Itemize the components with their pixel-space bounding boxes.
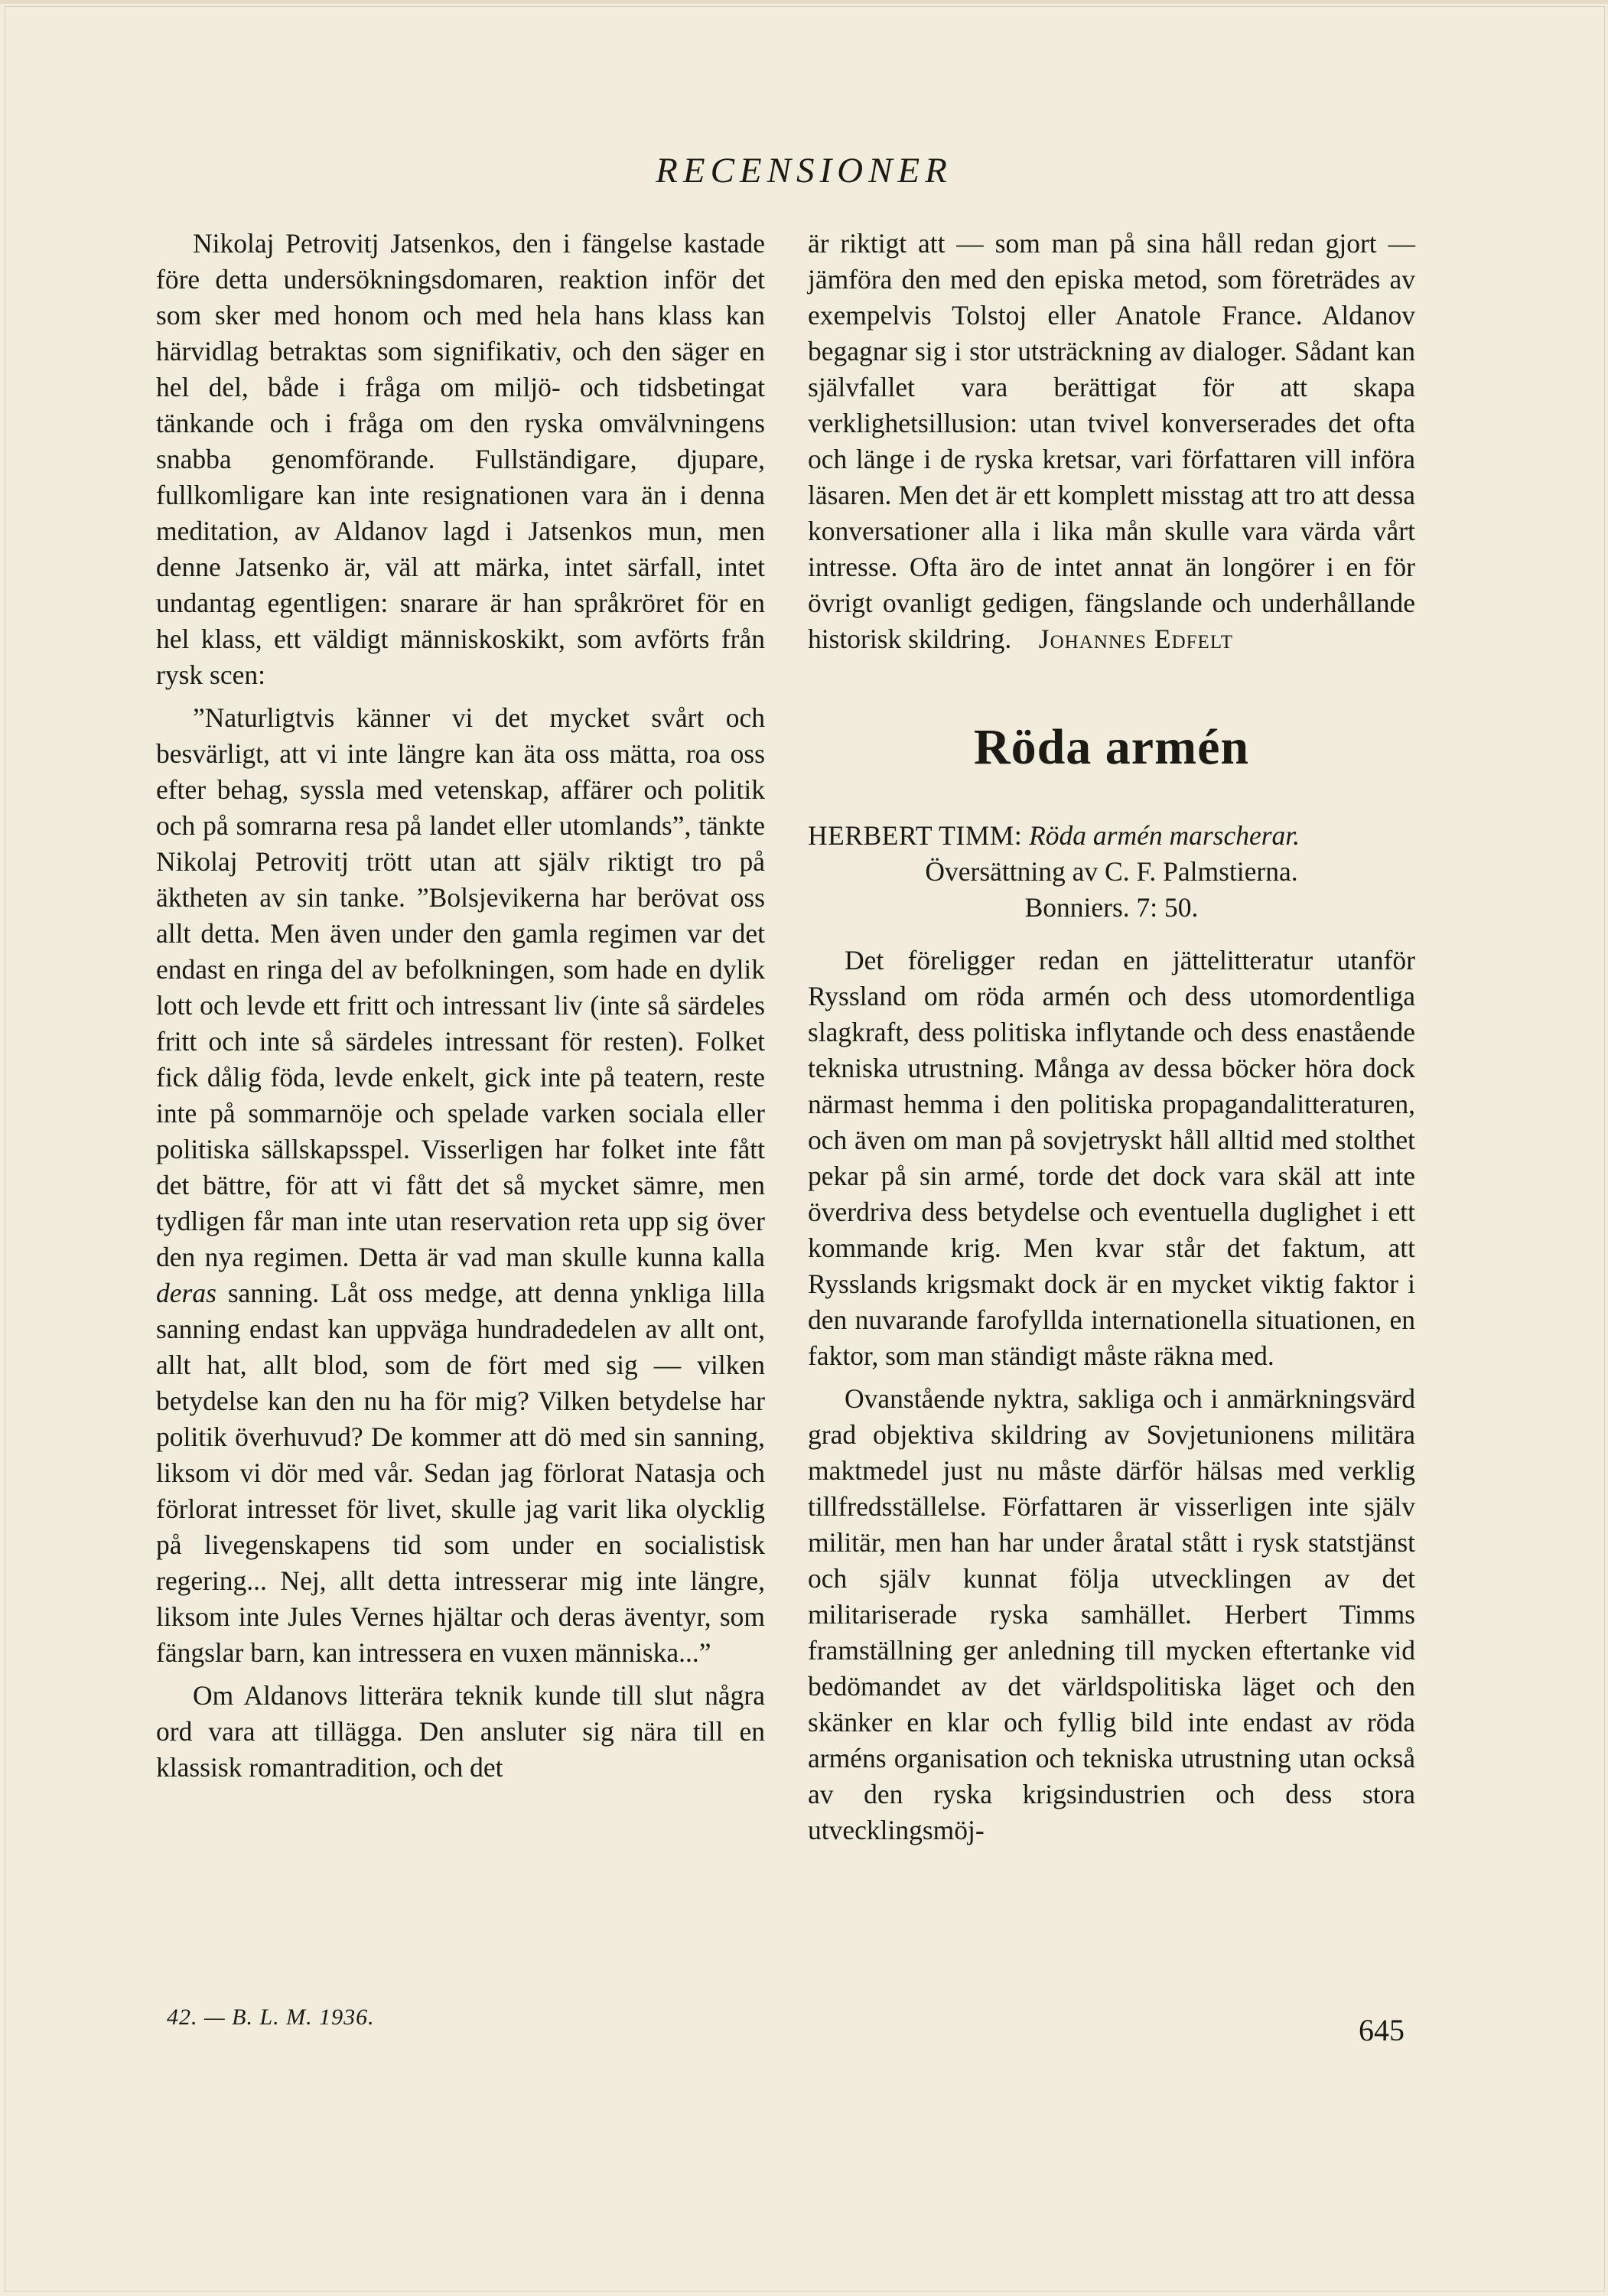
book-reference xyxy=(808,818,1415,926)
book-author: HERBERT TIMM: xyxy=(808,820,1023,851)
quote-emphasis: deras xyxy=(156,1278,216,1308)
left-paragraph-3: Om Aldanovs litterära teknik kunde till slut några ord vara att tillägga. Den ansluter sig nära till en klassisk romantradition, och det xyxy=(156,1680,765,1783)
book-translator: Översättning av C. F. Palmstierna. xyxy=(925,856,1298,887)
right-paragraph-1 xyxy=(808,226,1415,657)
page-number: 645 xyxy=(1359,2013,1405,2047)
book-publisher: Bonniers. 7: 50. xyxy=(1024,892,1199,923)
quote-part-2: sanning. Låt oss medge, att denna ynkliga lilla sanning endast kan uppväga hundradedelen av allt ont, allt hat, allt blod, som de fört med sig — vilken betydelse kan den nu ha för mig? Vilken betydelse har politik överhuvud? De kommer att dö med sin sanning, liksom vi dör med vår. Sedan jag förlorat Natasja och förlorat intresset för livet, skulle jag varit lika olycklig på livegenskapens tid som under en socialistisk regering... Nej, allt detta intresserar mig inte längre, liksom inte Jules Vernes hjältar och deras äventyr, som fängslar barn, kan intressera en vuxen människa...” xyxy=(156,1278,766,1668)
left-column xyxy=(156,226,765,1793)
page-top-edge xyxy=(0,0,1608,4)
left-paragraph-2-quote xyxy=(156,700,765,1671)
right-paragraph-1-text: är riktigt att — som man på sina håll redan gjort — jämföra den med den episka metod, som företrädes av exempelvis Tolstoj eller Anatole France. Aldanov begagnar sig i stor utsträckning av dialoger. Sådant kan självfallet vara berättigat för att skapa verklighetsillusion: utan tvivel konverserades det ofta och länge i de ryska kretsar, vari författaren vill införa läsaren. Men det är ett komplett misstag att tro att dessa konversationer alla i lika mån skulle vara värda vårt intresse. Ofta äro de intet annat än longörer i en för övrigt ovanligt gedigen, fängslande och underhållande historisk skildring. xyxy=(808,228,1415,654)
book-title: Röda armén marscherar. xyxy=(1029,820,1300,851)
right-paragraph-3: Ovanstående nyktra, sakliga och i anmärkningsvärd grad objektiva skildring av Sovjetunionens militära maktmedel just nu måste därför hälsas med verklig tillfredsställelse. Författaren är visserligen inte själv militär, men han har under åratal stått i rysk statstjänst och själv kunnat följa utvecklingen av det militariserade ryska samhället. Herbert Timms framställning ger anledning till mycken eftertanke vid bedömandet av det världspolitiska läget och den skänker en klar och fyllig bild inte endast av röda arméns organisation och tekniska utrustning utan också av den ryska krigsindustrien och dess stora utvecklingsmöj- xyxy=(808,1383,1415,1845)
right-column xyxy=(808,226,1415,1855)
reviewer-signature: Johannes Edfelt xyxy=(1038,624,1234,654)
left-paragraph-1: Nikolaj Petrovitj Jatsenkos, den i fängelse kastade före detta undersökningsdomaren, reaktion inför det som sker med honom och med hela hans klass kan härvidlag betraktas som signifikativ, och den säger en hel del, både i fråga om miljö- och tidsbetingat tänkande och i fråga om den ryska omvälvningens snabba genomförande. Fullständigare, djupare, fullkomligare kan inte resignationen vara än i denna meditation, av Aldanov lagd i Jatsenkos mun, men denne Jatsenko är, väl att märka, intet särfall, intet undantag egentligen: snarare är han språkröret för en hel klass, ett väldigt människoskikt, som avförts från rysk scen: xyxy=(156,228,765,690)
right-paragraph-2: Det föreligger redan en jättelitteratur utanför Ryssland om röda armén och dess utomordentliga slagkraft, dess politiska inflytande och dess enastående tekniska utrustning. Många av dessa böcker höra dock närmast hemma i den politiska propagandalitteraturen, och även om man på sovjetryskt håll alltid med stolthet pekar på sin armé, torde det dock vara skäl att inte överdriva dess betydelse och eventuella duglighet i ett kommande krig. Men kvar står det faktum, att Rysslands krigsmakt dock är en mycket viktig faktor i den nuvarande farofyllda internationella situationen, en faktor, som man ständigt måste räkna med. xyxy=(808,945,1415,1371)
review-title: Röda armén xyxy=(973,719,1250,775)
quote-part-1: ”Naturligtvis känner vi det mycket svårt och besvärligt, att vi inte längre kan äta oss mätta, roa oss efter behag, syssla med vetenskap, affärer och politik och på somrarna resa på landet eller utomlands”, tänkte Nikolaj Petrovitj trött utan att själv riktigt tro på äktheten av sin tanke. ”Bolsjevikerna har berövat oss allt detta. Men även under den gamla regimen var det endast en ringa del av befolkningen, som hade en dylik lott och levde ett fritt och intressant liv (inte så särdeles fritt och inte så särdeles intressant för resten). Folket fick dålig föda, levde enkelt, gick inte på teatern, reste inte på sommarnöje och spelade varken sociala eller politiska sällskapsspel. Visserligen har folket inte fått det bättre, för att vi fått det så mycket sämre, men tydligen får man inte utan reservation reta upp sig över den nya regimen. Detta är vad man skulle kunna kalla xyxy=(156,702,765,1272)
footer-signature-mark: 42. — B. L. M. 1936. xyxy=(167,2005,375,2030)
running-head: RECENSIONER xyxy=(656,151,952,191)
